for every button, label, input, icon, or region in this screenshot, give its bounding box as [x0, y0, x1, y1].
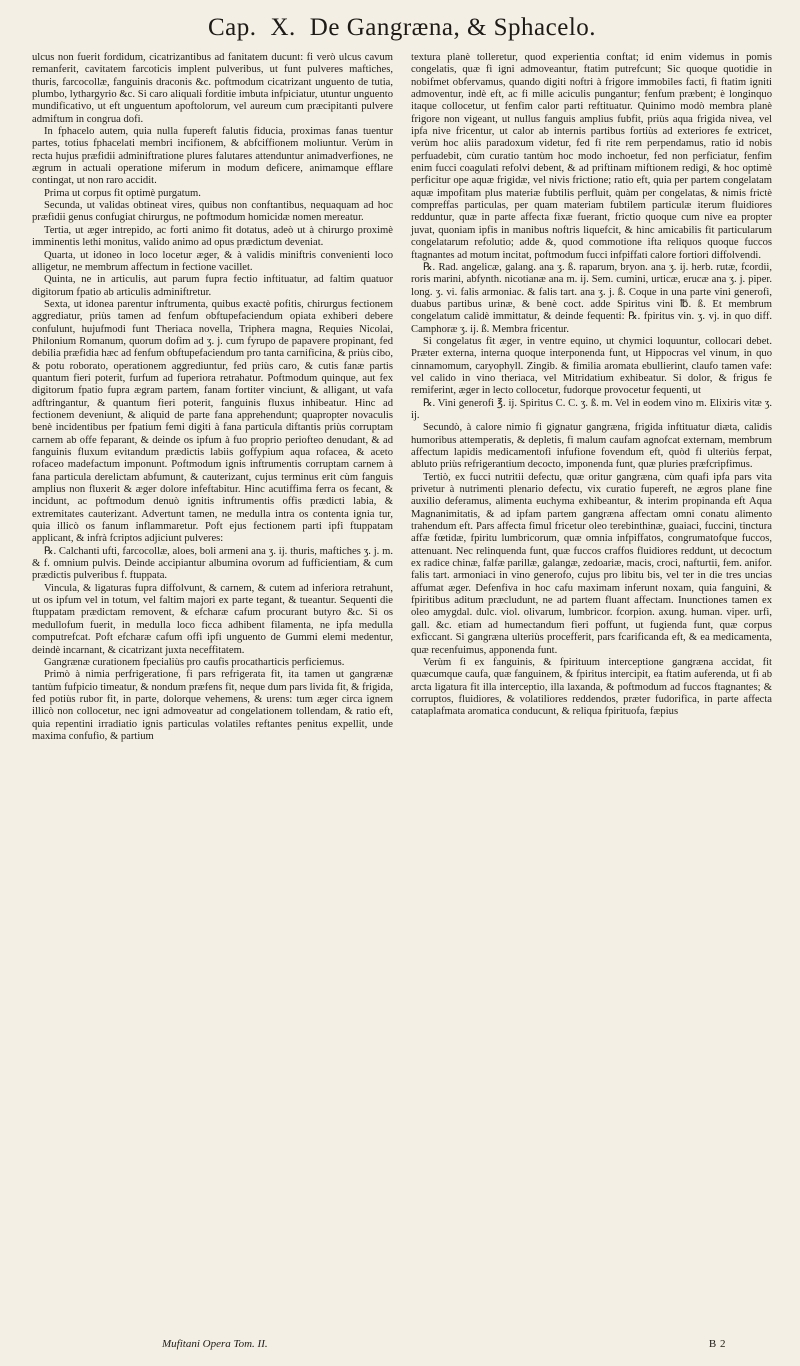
paragraph: ulcus non fuerit fordidum, cicatrizantibus ad fanitatem ducunt: fi verò ulcus cavum remanferit, cavitatem farcoticis implent pulveribus, ut funt pulveres maftiches, thuris, farcocollæ, fanguinis draconis &c. poftmodum cicatrizant unguento de tutia, plumbo, lythargyrio &c. Si caro aliquali forditie imbuta infpiciatur, utuntur unguento mundificativo, ut eft unguentum apoftolorum, vel aureum cum præcipitanti pulvere admiftum in congrua dofi.	[32, 52, 393, 125]
paragraph: ℞. Rad. angelicæ, galang. ana ʒ. ß. raparum, bryon. ana ʒ. ij. herb. rutæ, fcordii, roris marini, abfynth. nicotianæ ana m. ij. Sem. cumini, urticæ, erucæ ana ʒ. j. piper. long. ʒ. vi. falis armoniac. & falis tart. ana ʒ. j. ß. Coque in una parte vini generofi, duabus partibus urinæ, & benè coct. adde Spiritus vini ℔. ß. Et membrum congelatum calidè immittatur, & deinde fequenti: ℞. fpiritus vin. ʒ. vj. in quo diff. Camphoræ ʒ. ij. ß. Membra fricentur.	[411, 261, 772, 335]
paragraph: Tertiò, ex fucci nutritii defectu, quæ oritur gangræna, cùm quafi ipfa pars vita privetur à nutrimenti plenario defectu, vix curatio fupereft, ne ægros plane fine auxilio deferamus, alimenta euchyma exhibeantur, & interim propinanda eft Aqua Magnanimitatis, & ad ipfam partem gangræna affectam omni conatu alimento trahendum eft. Pars affecta fimul fricetur oleo terebinthinæ, guaiaci, fuccini, tinctura affæ fœtidæ, fpiritu lumbricorum, quæ omnia infpiffatos, congrumatofque fuccos, attenuant. Nec relinquenda funt, quæ fuccos craffos fluidiores reddunt, ut decoctum ex radice chinæ, falfæ parillæ, galangæ, zedoariæ, macis, croci, nafturtii, fem. anifor. falis tart. armoniaci in vino generofo, cujus pro libitu bis, vel ter in die tres uncias affumat æger. Defenfiva in hoc cafu maximam inferunt noxam, quia fanguini, & fpiritibus aditum præcludunt, ne ad partem fluant affectam. Inunctiones tamen ex oleo amygdal. dulc. viol. olivarum, lumbricor. fcorpion. axung. human. viper. urfi, gall. &c. etiam ad humectandum fieri poffunt, ut fugienda funt, quæ corpus exficcant. Si gangræna ulteriùs procefferit, pars fcarificanda eft, & ea medicamenta, quæ recenfuimus, apponenda funt.	[411, 471, 772, 656]
running-head	[32, 8, 772, 48]
paragraph: Si congelatus fit æger, in ventre equino, ut chymici loquuntur, collocari debet. Præter externa, interna quoque interponenda funt, ut Hippocras vel vinum, in quo cinnamomum, caryophyll. Zingib. & fimilia aromata ebullierint, claufo tamen vafe: vel calido in vino theriaca, vel Mitridatium exhibeatur. Si dolor, & frigus fe remiferint, æger in lecto collocetur, fudorque provocetur fequenti, ut	[411, 335, 772, 397]
paragraph: Secundò, à calore nimio fi gignatur gangræna, frigida inftituatur diæta, calidis humoribus attemperatis, & depletis, fi malum caufam agnofcat externam, membrum affectum lapidis medicamentofi infufione fovendum eft, quòd fi ulteriùs ferpat, abluto priùs refrigerantium decocto, imponenda funt, quæ pluries præfcripfimus.	[411, 422, 772, 471]
chapter-label: Cap.	[207, 14, 257, 41]
paragraph: In fphacelo autem, quia nulla fupereft falutis fiducia, proximas fanas tuentur partes, totius fphacelati membri incifionem, & abfciffionem moliuntur. Verùm in recta hujus præfidii adminiftratione plures falutares attenduntur animadverfiones, ne ægrum in actuali operatione miferum in modum deficere, animamque efflare contingat, ut non raro accidit.	[32, 126, 393, 187]
left-column	[32, 52, 393, 743]
paragraph: Vincula, & ligaturas fupra diffolvunt, & carnem, & cutem ad inferiora retrahunt, ut os ipfum vel in totum, vel faltim majori ex parte tegant, & tueantur. Sequenti die ftuppatam prædictam removent, & efcharæ cafum procurant butyro &c. Si os medullofum fuerit, in medulla loco ficca adhibent filamenta, ne ipfa medulla computrefcat. Poft efcharæ cafum offi ipfi unguento de Gummi elemi medentur, deindè incarnant, & cicatrizant juxta neceffitatem.	[32, 582, 393, 656]
paragraph: Verùm fi ex fanguinis, & fpirituum interceptione gangræna accidat, fit quæcumque caufa, quæ fanguinem, & fpiritus intercipit, ea ftatim auferenda, ut fi ab arcta ligatura fit illa interceptio, illa laxanda, & poftmodum ad fuccos ftagnantes; & corruptos, fluidiores, & volatiliores reddendos, præter fudorifica, in parte affecta cataplafmata aromatica conducunt, & reliqua fpirituofa, fæpius	[411, 656, 772, 718]
paragraph: Secunda, ut validas obtineat vires, quibus non conftantibus, nequaquam ad hoc præfidii genus confugiat chirurgus, ne poftmodum homicidæ nomen mereatur.	[32, 200, 393, 224]
paragraph: Quarta, ut idoneo in loco locetur æger, & à validis miniftris convenienti loco alligetur, ne membrum affectum in fectione vacillet.	[32, 249, 393, 273]
paragraph: Tertia, ut æger intrepido, ac forti animo fit dotatus, adeò ut à chirurgo proximè imminentis lethi monitus, valido animo ad opus prædictum deveniat.	[32, 224, 393, 249]
signature-mark: B 2	[708, 1338, 726, 1350]
paragraph: Quinta, ne in articulis, aut parum fupra fectio inftituatur, ad faltim quatuor digitorum fpatio ab articulis adminiftretur.	[32, 274, 393, 298]
paragraph: Prima ut corpus fit optimè purgatum.	[44, 187, 201, 199]
paragraph: Gangrænæ curationem fpecialiùs pro caufis procatharticis perficiemus.	[44, 656, 345, 668]
right-column	[411, 52, 772, 743]
text-columns	[32, 52, 772, 743]
chapter-number: X.	[270, 14, 296, 41]
footer-tome: Tom. II.	[233, 1338, 268, 1350]
paragraph: Primò à nimia perfrigeratione, fi pars refrigerata fit, ita tamen ut gangrænæ tantùm fufpicio timeatur, & nondum præfens fit, neque dum pars livida fit, & frigida, fed potiùs rubor fit, in parte, dolorque vehemens, & urens: tum æger circa ignem illicò non collocetur, nec igni admoveatur ad congelationem tollendam, & ratio eft, quia repentini irradiatio ignis particulas volatiles reftantes penitus expellit, unde maxima confufio, & partium	[32, 669, 393, 742]
paragraph: ℞. Vini generofi ℥. ij. Spiritus C. C. ʒ. ß. m. Vel in eodem vino m. Elixiris vitæ ʒ. ij.	[411, 397, 772, 421]
paragraph: ℞. Calchanti ufti, farcocollæ, aloes, boli armeni ana ʒ. ij. thuris, maftiches ʒ. j. m. & f. omnium pulvis. Deinde accipiantur albumina ovorum ad fufficientiam, & cum prædictis pulveribus f. ftuppata.	[32, 545, 393, 582]
paragraph: Sexta, ut idonea parentur inftrumenta, quibus exactè pofitis, chirurgus fectionem aggrediatur, priùs tamen ad fenfum obftupefaciendum opiata exhiberi debere confulunt, hujufmodi funt Theriaca novella, Triphera magna, Requies Nicolai, Philonium Romanum, quorum dofim ad ʒ. j. cum fyrupo de papavere propinant, fed debilia præfidia hæc ad fenfum obftupefaciendum pro tanta carnificina, & priùs cibo, & potu roborato, operationem aggrediuntur, fed priùs caro, & cutis fanæ partis quantum fieri poterit, furfum ad fuperiora retrahatur. Poftmodum quinque, aut fex digitorum fpatio fupra ægram partem, fanam fortiter vinciunt, & alligant, ut vafa adftringantur, & quantum fieri poterit, fanguinis fluxus inhibeatur. Hinc ad fectionem deveniunt, & aliquid de parte fana apprehendunt; quapropter novaculis benè incidentibus per fpatium femi digiti à fana particula diftantis priùs corruptam carnem ab offe feparant, & deinde os ipfum à fuo proprio periofteo denudant, & ad fanguinis fluxum evitandum prædictis labiis goffypium aqua rofacea, & aceto rofaceo madefactum imponunt. Poftmodum ignis inftrumentis corruptam carnem à fana particula derelictam abfumunt, & cauterizant, cujus terminus erit cùm fanguis amplius non fluxerit & æger dolore infeftabitur. Hinc acutiffima ferra os fecant, & incidunt, ac poftmodum denuò ignitis inftrumentis offis prædicti labia, & extremitates cauterizant. Advertunt tamen, ne medulla intra os contenta ignia tur, quia illicò os fanum inflammaretur. Poft ejus fectionem parti ipfi ftuppatam applicant, & infrà fcriptos adjiciunt pulveres:	[32, 298, 393, 545]
chapter-title: De Gangræna, & Sphacelo.	[309, 14, 597, 41]
footer-author: Mufitani Opera	[162, 1338, 231, 1350]
paragraph: textura planè tolleretur, quod experientia conftat; id enim videmus in pomis congelatis, quæ fi igni admoveantur, ftatim putrefcunt; Sic quoque quotidie in nobifmet obfervamus, quando digiti noftri à frigore immobiles facti, fi ftatim igniti admoventur, indè eft, ac fi mille aciculis pungantur; fenfum præbent; è longinquo itaque collocetur, ut fenfim calor parti reftituatur. Quinimo modò membra planè frigore non vigeant, ut nullus fanguis amplius fubfit, priùs aqua frigida nivea, vel ipfa nive fricentur, ut calor ab internis partibus fortiùs ad exteriores fe extricet, verùm hoc aliis paradoxum videtur, fed fi rite rem perpendamus, ratio id nobis perfuadebit, cùm curatio tantùm hoc modo inchoetur, fed non perficiatur, fenfim enim fucci coagulati refolvi debent, & ad priftinam miftionem redigi, & hoc optimè perficitur ope aquæ frigidæ, vel nivis frictione; ratio eft, quia per partem congelatam aquæ impofitam plus materiæ fubtilis perfluit, quàm per congelatas, & nimis frictè compreffas particulas, per quam materiam fubtilem particulæ iterum fluidiores redduntur, quæ in parte affecta fixæ fuerant, frictio quoque cum nive ea propter juvat, quoniam ipfis in manibus noftris liquefcit, & hinc amicabilis fit particularum congelatarum refolutio; adde &, quod commotione ifta reliquos quoque fuccos ftagnantes ad motum incitat, poftmodum fucci infpiffati calore fortiori diffolvendi.	[411, 52, 772, 261]
page-footer	[32, 1338, 772, 1350]
